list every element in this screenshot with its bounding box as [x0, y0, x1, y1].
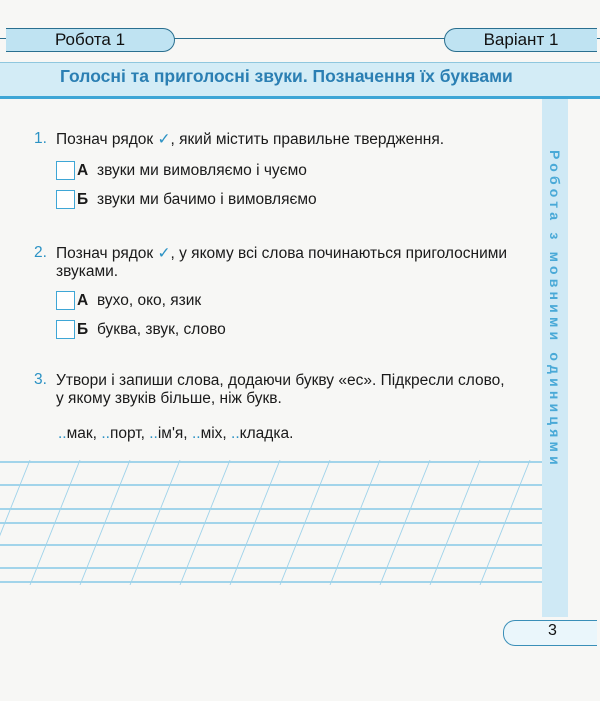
word-item: ..мак,: [58, 425, 97, 442]
question-1-option-a-checkbox[interactable]: [56, 161, 75, 180]
question-2-option-b-letter: Б: [77, 321, 89, 338]
checkmark-icon: ✓: [157, 131, 171, 148]
question-3-text-line2: у якому звуків більше, ніж букв.: [56, 390, 282, 407]
question-1-option-a-letter: А: [77, 162, 89, 179]
question-2-text: Познач рядок ✓, у якому всі слова починаються приголосними: [56, 245, 508, 262]
work-label: Робота 1: [6, 28, 175, 52]
question-2-option-a-text: вухо, око, язик: [97, 292, 202, 309]
question-2-number: 2.: [34, 244, 47, 261]
question-2-option-b-text: буква, звук, слово: [97, 321, 226, 338]
variant-label: Варіант 1: [444, 28, 597, 52]
page-number: 3: [548, 622, 557, 639]
question-1-option-b-text: звуки ми бачимо і вимовляємо: [97, 191, 317, 208]
page-title: Голосні та приголосні звуки. Позначення їх буквами: [60, 66, 513, 86]
question-1-text: Познач рядок ✓, який містить правильне твердження.: [56, 131, 445, 148]
question-1-number: 1.: [34, 130, 47, 147]
checkmark-icon: ✓: [157, 245, 171, 262]
question-2-option-a-letter: А: [77, 292, 89, 309]
word-item: ..кладка.: [231, 425, 294, 442]
question-1-option-b-checkbox[interactable]: [56, 190, 75, 209]
question-1-option-b-letter: Б: [77, 191, 89, 208]
question-3-words: [58, 425, 293, 443]
question-3-text-line1: Утвори і запиши слова, додаючи букву «ес». Підкресли слово,: [56, 372, 505, 389]
sidebar-text: Робота з мовними одиницями: [547, 150, 563, 469]
question-2-text-line2: звуками.: [56, 263, 119, 280]
question-1-option-a-text: звуки ми вимовляємо і чуємо: [97, 162, 307, 179]
title-underline: [0, 96, 600, 99]
word-item: ..порт,: [101, 425, 145, 442]
sidebar-label: [542, 150, 568, 530]
word-item: ..ім'я,: [149, 425, 188, 442]
question-2-option-a-checkbox[interactable]: [56, 291, 75, 310]
writing-grid[interactable]: [0, 460, 542, 585]
word-item: ..міх,: [191, 425, 227, 442]
question-2-option-b-checkbox[interactable]: [56, 320, 75, 339]
question-3-number: 3.: [34, 371, 47, 388]
